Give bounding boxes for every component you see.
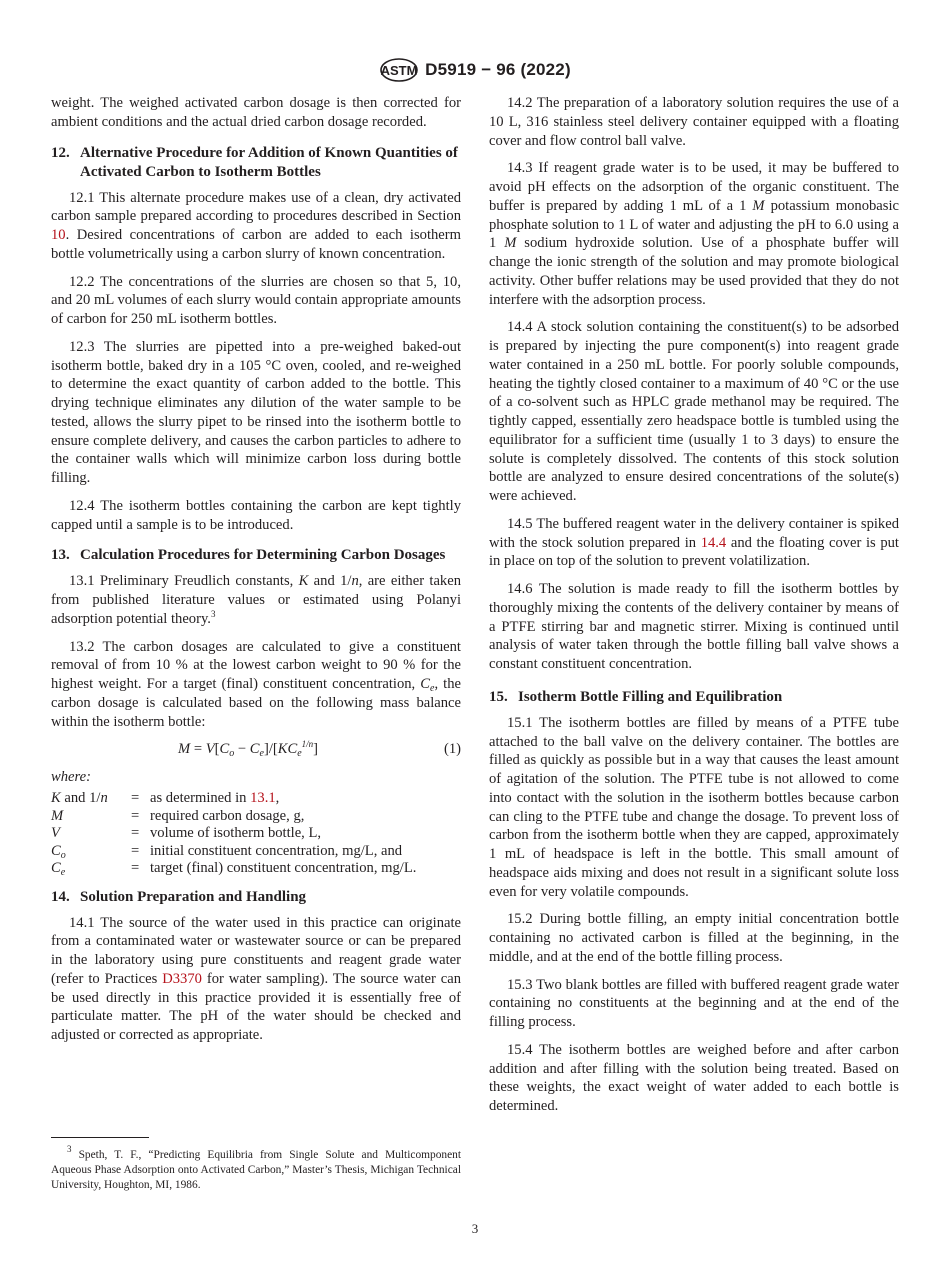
document-designation: D5919 − 96 (2022) [425,60,571,79]
definition-row: V = volume of isotherm bottle, L, [51,825,322,841]
paragraph-14-5: 14.5 The buffered reagent water in the delivery container is spiked with the stock solution prepared in 14.4 and the floating cover is put in place on top of the solution to prevent volatilization. [489,515,899,570]
svg-text:ASTM: ASTM [380,63,418,78]
page-number: 3 [471,1221,479,1236]
equation-body: $M = V[C_o - C_e]/[KC_e^{1/n}]$ [178,739,319,760]
left-column [51,94,461,1054]
paragraph-14-6: 14.6 The solution is made ready to fill the isotherm bottles by thoroughly mixing the contents of the delivery container by means of a PTFE stirring bar and magnetic stirrer. Mixing is continued until analysis of water taken through the bottle filling ball valve shows a constant constituent concentration. [489,581,899,672]
definition-row: K and 1/n = as determined in 13.1, [51,790,280,806]
paragraph-12-1: 12.1 This alternate procedure makes use of a clean, dry activated carbon sample prepared according to procedures described in Section 10. Desired concentrations of carbon are added to each isotherm bottle volumetrically using a carbon slurry of known concentration. [51,189,461,262]
paragraph-13-1: 13.1 Preliminary Freudlich constants, K and 1/n, are either taken from published literature values or estimated using Polanyi adsorption potential theory.$^3$ [51,573,461,627]
paragraph-15-3: 15.3 Two blank bottles are filled with buffered reagent grade water containing no constituents at the beginning and at the end of the filling process. [489,976,899,1030]
footnote-divider [51,1137,149,1138]
section-15-heading: 15. Isotherm Bottle Filling and Equilibration [489,688,783,705]
link-section-10[interactable]: 10 [51,227,66,243]
section-12-heading: 12. Alternative Procedure for Addition of Known Quantities of Activated Carbon to Isotherm Bottles [51,144,458,180]
paragraph-12-2: 12.2 The concentrations of the slurries are chosen so that 5, 10, and 20 mL volumes of each slurry would contain appropriate amounts of carbon for 250 mL isotherm bottles. [51,273,461,327]
astm-logo-icon [379,57,419,83]
paragraph-13-2: 13.2 The carbon dosages are calculated to give a constituent removal of from 10 % at the lowest carbon weight to 90 % for the highest weight. For a target (final) constituent concentration, $C_e$, the carbon dosage is calculated based on the following mass balance within the isotherm bottle: [51,638,461,730]
paragraph-14-1: 14.1 The source of the water used in this practice can originate from a contaminated water or wastewater source or can be prepared in the laboratory using pure constituents and reagent grade water (refer to Practices D3370 for water sampling). The source water can be used directly in this practice provided it is essentially free of particulate matter. The pH of the water should be checked and adjusted or corrected as appropriate. [51,914,461,1043]
paragraph-15-4: 15.4 The isotherm bottles are weighed before and after carbon addition and after filling with the solution being treated. Based on these weights, the exact weight of water added to each bottle is determined. [489,1041,899,1114]
paragraph-15-2: 15.2 During bottle filling, an empty initial concentration bottle containing no activated carbon is filled at the beginning, in the middle, and at the end of the bottle filling process. [489,911,899,965]
paragraph-14-4: 14.4 A stock solution containing the constituent(s) to be adsorbed is prepared by injecting the pure component(s) into reagent grade water contained in a 250 mL bottle. For poorly soluble compounds, heating the tightly closed container to a maximum of 40 °C or the use of a co-solvent such as HPLC grade methanol may be required. The tightly capped, essentially zero headspace bottle is tumbled using the equilibrator for a sufficient time (usually 1 to 3 days) to ensure the solute is completely dissolved. The contents of this stock solution bottle are analyzed to ensure desired concentrations of the solute(s) were achieved. [489,319,899,504]
equation-number: (1) [443,741,461,758]
link-14-4[interactable]: 14.4 [700,534,727,551]
page-header [0,56,950,84]
definition-row: $C_e$ = target (final) constituent concentration, mg/L. [51,860,417,878]
paragraph-12-4: 12.4 The isotherm bottles containing the carbon are kept tightly capped until a sample is to be introduced. [51,497,461,533]
footnote-ref-3[interactable]: 3 [210,608,216,619]
paragraph-14-3: 14.3 If reagent grade water is to be used, it may be buffered to avoid pH effects on the adsorption of the organic constituent. The buffer is prepared by adding 1 mL of a 1 M potassium monobasic phosphate solution to 1 L of water and adjusting the pH to 6.0 using a 1 M sodium hydroxide solution. Use of a phosphate buffer will change the ionic strength of the solution and may promote biological activity. Other buffer relations may be used provided that they do not interfere with the adsorption process. [489,160,899,308]
paragraph-14-2: 14.2 The preparation of a laboratory solution requires the use of a 10 L, 316 stainless steel delivery container equipped with a floating cover and flow control ball valve. [489,95,899,149]
link-d3370[interactable]: D3370 [162,970,202,987]
footnote-marker: 3 [67,1144,72,1154]
definitions-list [51,790,461,878]
link-13-1[interactable]: 13.1 [250,790,276,806]
right-column [489,94,899,1125]
paragraph-12-3: 12.3 The slurries are pipetted into a pre-weighed baked-out isotherm bottle, baked dry in a 105 °C oven, cooled, and re-weighed to determine the exact quantity of carbon added to the bottle. This drying technique eliminates any dilution of the water sample to be tested, allows the slurry pipet to be rinsed into the isotherm bottle to ensure complete delivery, and causes the carbon particles to adhere to the container walls which will minimize carbon loss during bottle filling. [51,338,461,486]
footnote-3: $^3$ Speth, T. F., “Predicting Equilibria from Single Solute and Multicomponent Aqueous Phase Adsorption onto Activated Carbon,” Master’s Thesis, Michigan Technical University, Houghton, MI, 1986. [51,1144,461,1191]
where-label: where: [51,769,91,786]
definition-row: $C_o$ = initial constituent concentration, mg/L, and [51,842,403,861]
section-13-heading: 13. Calculation Procedures for Determining Carbon Dosages [51,547,446,564]
paragraph-15-1: 15.1 The isotherm bottles are filled by means of a PTFE tube attached to the ball valve on the delivery container. The bottles are filled as quickly as possible but in a way that causes the least amount of agitation of the solution. The PTFE tube is not allowed to come into contact with the solution in the isotherm bottles because carbon can cling to the PTFE tube and change the dosage. To prevent loss of carbon from the isotherm bottle when they are capped, approximately 1 mL of headspace is left in the bottle. This small amount of headspace aids mixing and does not result in a significant solute loss even for very volatile compounds. [489,714,899,900]
continuation-paragraph: weight. The weighed activated carbon dosage is then corrected for ambient conditions and the actual dried carbon dosage recorded. [51,95,461,130]
equation-1 [51,740,461,760]
definition-row: M = required carbon dosage, g, [51,807,305,824]
section-14-heading: 14. Solution Preparation and Handling [51,888,307,905]
